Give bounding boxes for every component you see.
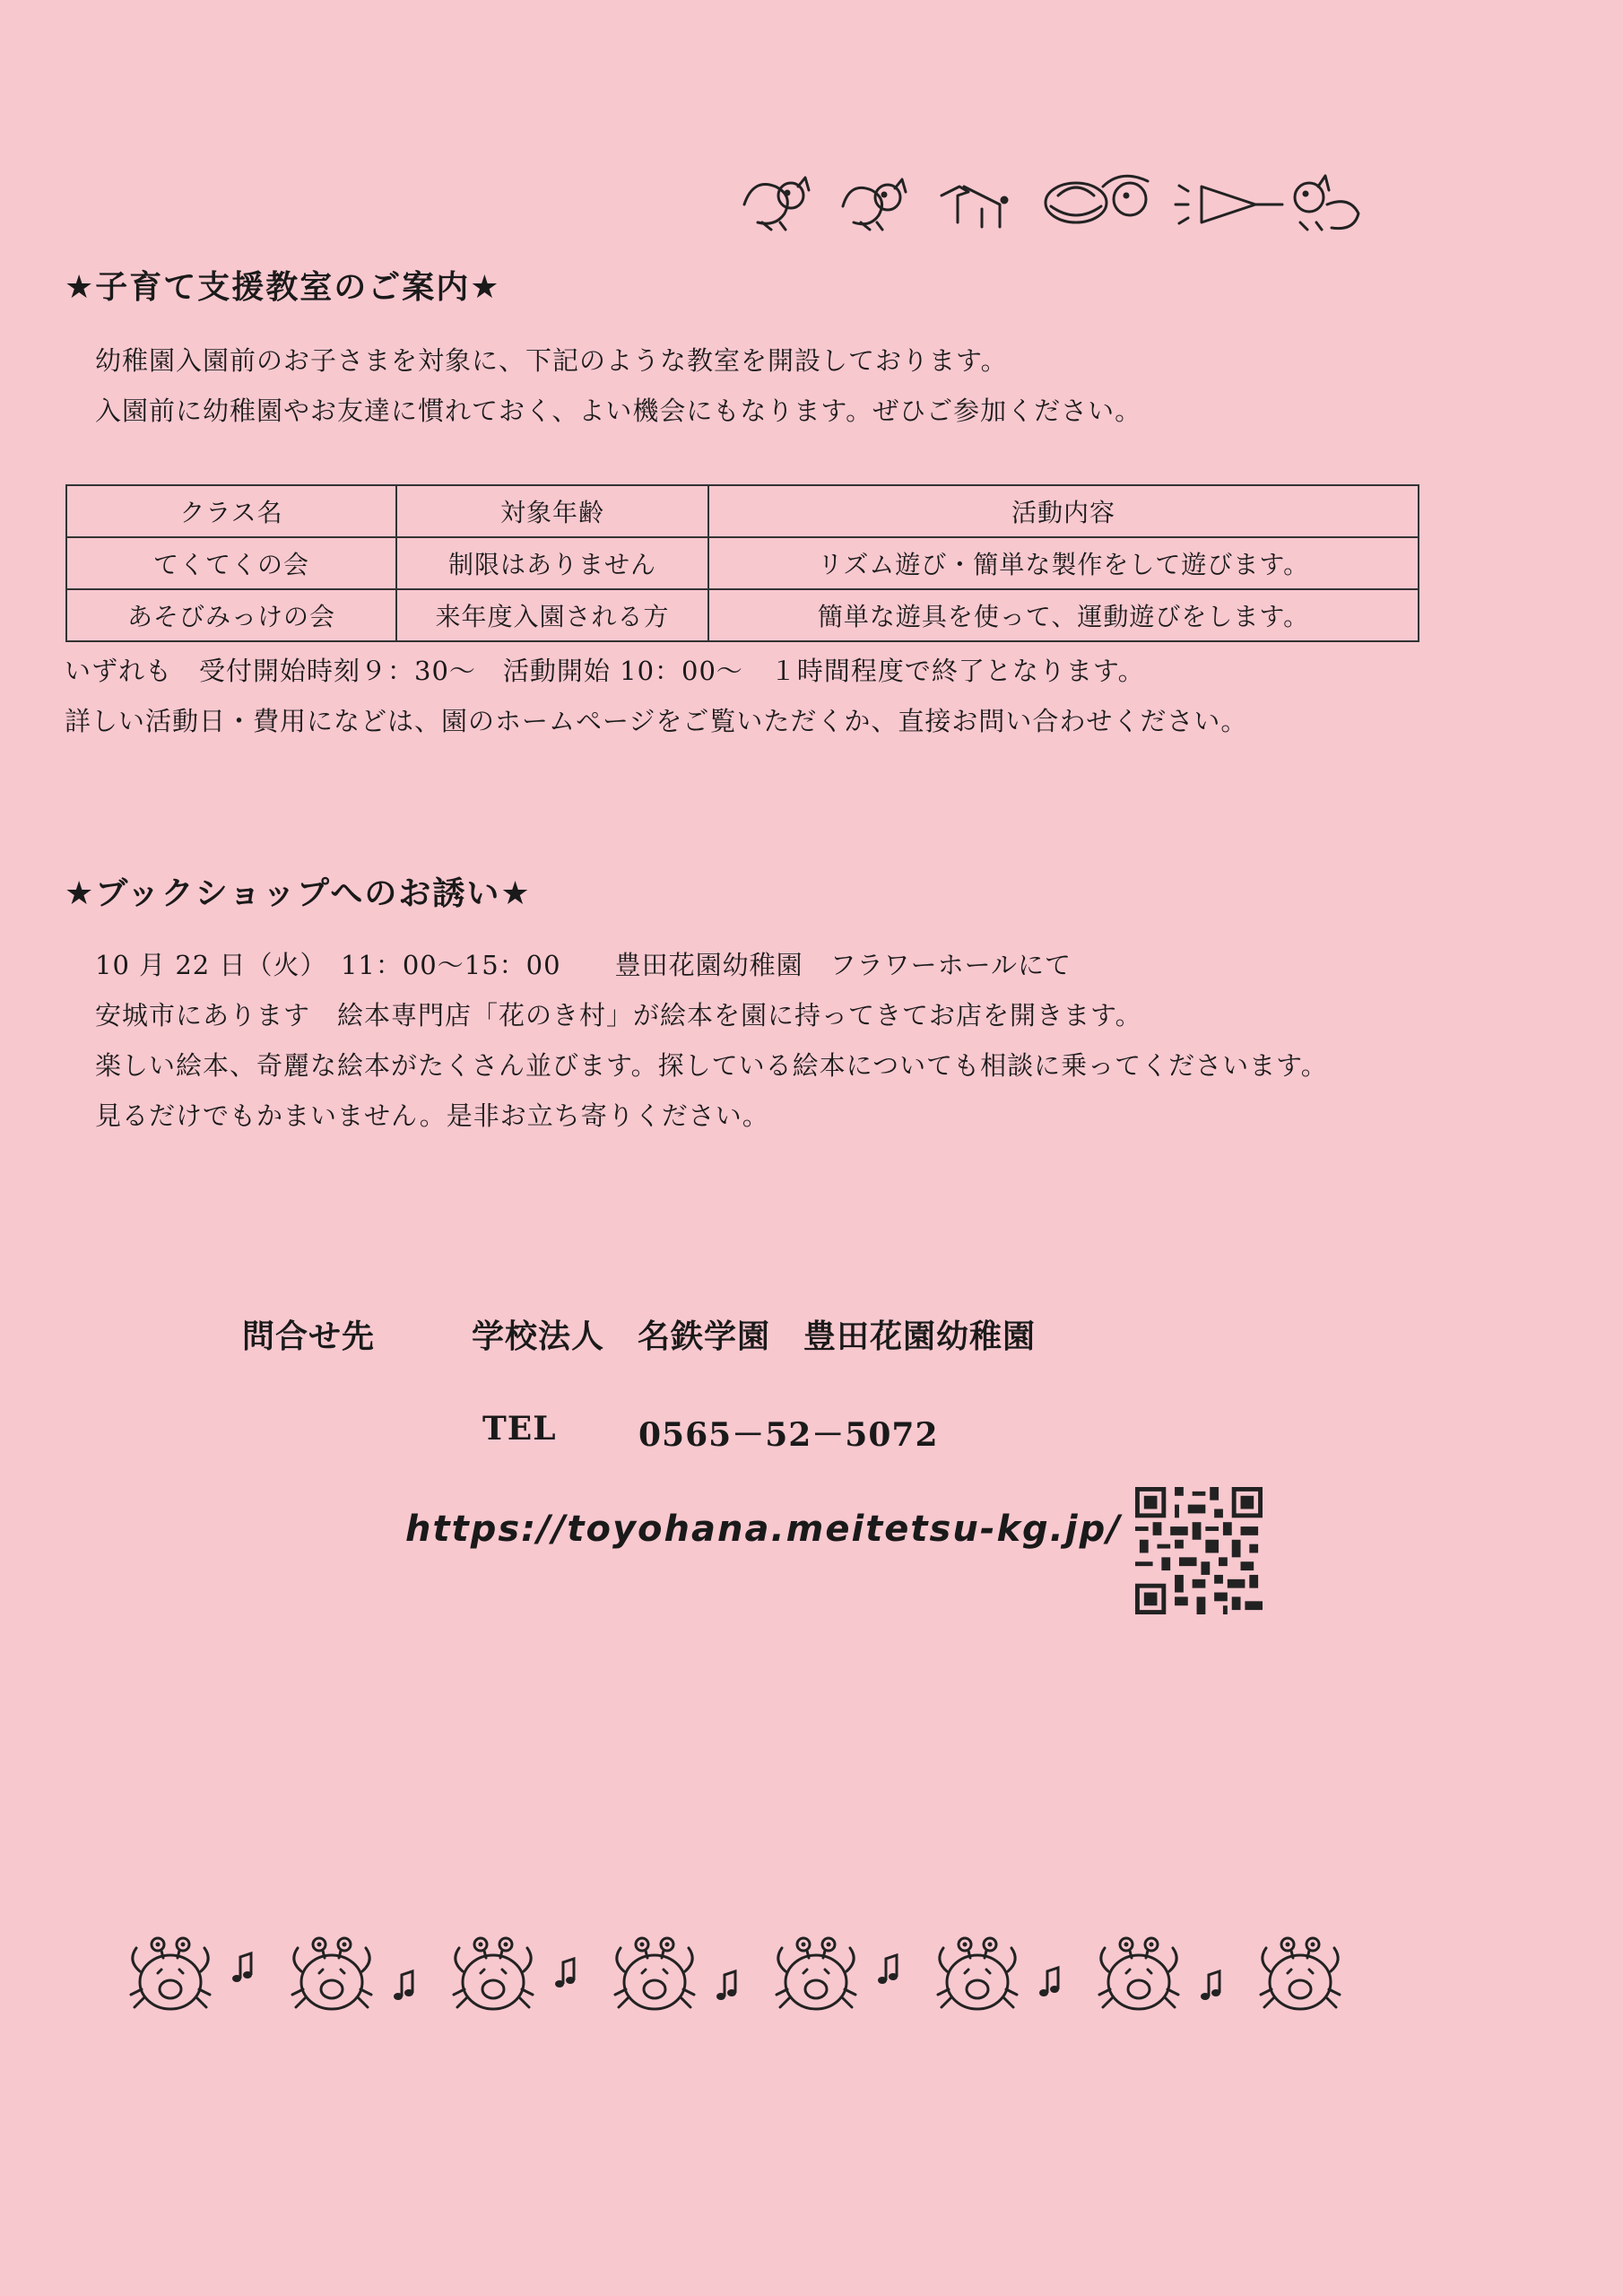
animal-parade-icon	[735, 160, 1372, 240]
body-line: 見るだけでもかまいません。是非お立ち寄りください。	[95, 1100, 769, 1131]
table-cell: 制限はありません	[396, 537, 708, 589]
table-cell: リズム遊び・簡単な製作をして遊びます。	[708, 537, 1419, 589]
column-header-activity: 活動内容	[708, 485, 1419, 537]
body-line: 安城市にあります 絵本専門店「花のき村」が絵本を園に持ってきてお店を開きます。	[95, 1000, 1142, 1031]
section2-heading: ★ブックショップへのお誘い★	[65, 875, 532, 912]
tel-label: TEL	[482, 1410, 557, 1448]
table-row	[66, 589, 1419, 641]
body-line: 10 月 22 日（火） 11：00～15：00 豊田花園幼稚園 フラワーホールにて	[95, 950, 1072, 980]
bottom-decoration	[126, 1926, 1417, 2025]
contact-org: 学校法人 名鉄学園 豊田花園幼稚園	[472, 1318, 1037, 1355]
tel-number: 0565－52－5072	[638, 1416, 939, 1454]
section1-intro	[95, 335, 1008, 386]
table-cell: あそびみっけの会	[66, 589, 396, 641]
table-cell: てくてくの会	[66, 537, 396, 589]
note-line: 詳しい活動日・費用になどは、園のホームページをご覧いただくか、直接お問い合わせください。	[65, 706, 1248, 736]
body-line: 楽しい絵本、奇麗な絵本がたくさん並びます。探している絵本についても相談に乗ってくださいます。	[95, 1050, 1328, 1081]
contact-label: 問合せ先	[242, 1318, 376, 1355]
section1-intro-2	[95, 386, 1141, 436]
table-row	[66, 537, 1419, 589]
section1-heading: ★子育て支援教室のご案内★	[65, 269, 501, 306]
qr-code-graphic	[1135, 1487, 1263, 1614]
intro-line: 入園前に幼稚園やお友達に慣れておく、よい機会にもなります。ぜひご参加ください。	[95, 396, 1142, 426]
website-url[interactable]: https://toyohana.meitetsu-kg.jp/	[405, 1509, 1122, 1550]
top-decoration	[735, 160, 1372, 240]
table-cell: 来年度入園される方	[396, 589, 708, 641]
crab-parade-icon	[126, 1926, 1417, 2025]
column-header-class-name: クラス名	[66, 485, 396, 537]
table-cell: 簡単な遊具を使って、運動遊びをします。	[708, 589, 1419, 641]
section2-body	[95, 940, 1328, 1141]
intro-line: 幼稚園入園前のお子さまを対象に、下記のような教室を開設しております。	[95, 345, 1008, 376]
column-header-target-age: 対象年齢	[396, 485, 708, 537]
section1-notes	[65, 646, 1247, 746]
qr-code-icon[interactable]	[1135, 1487, 1263, 1614]
table-header-row	[66, 485, 1419, 537]
note-line: いずれも 受付開始時刻９：30～ 活動開始 10：00～ １時間程度で終了となります。	[65, 656, 1145, 686]
class-table	[65, 484, 1419, 642]
